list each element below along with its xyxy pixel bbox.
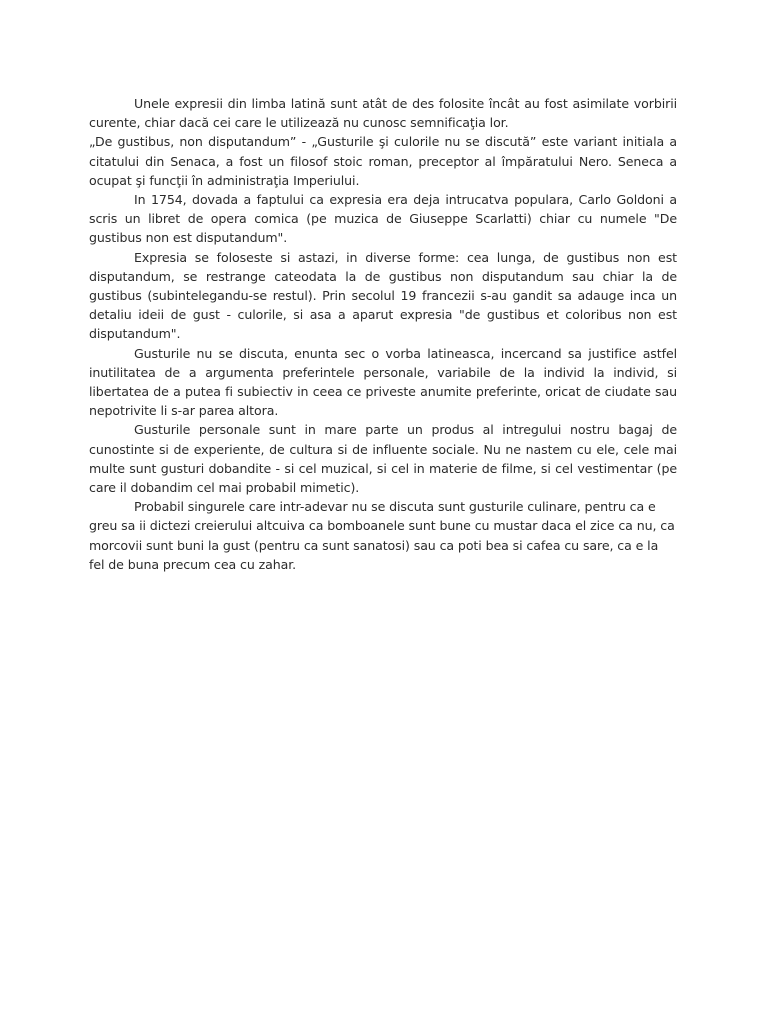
paragraph-intro: Unele expresii din limba latină sunt atât de des folosite încât au fost asimilate vorbirii curente, chiar dacă cei care le utilizează nu cunosc semnificaţia lor. <box>89 96 677 131</box>
paragraph-culinary: Probabil singurele care intr-adevar nu se discuta sunt gusturile culinare, pentru ca e greu sa ii dictezi creierului altcuiva ca bomboanele sunt bune cu mustar daca el zice ca nu, ca morcovii sunt buni la gust (pentru ca sunt sanatosi) sau ca poti bea si cafea cu sare, ca e la fel de buna precum cea cu zahar. <box>89 499 675 572</box>
document-body <box>89 94 677 574</box>
paragraph-forms: Expresia se foloseste si astazi, in diverse forme: cea lunga, de gustibus non est disputandum, se restrange cateodata la de gustibus non disputandum sau chiar la de gustibus (subintelegandu-se restul). Prin secolul 19 francezii s-au gandit sa adauge inca un detaliu ideii de gust - culorile, si asa a aparut expresia "de gustibus et coloribus non est disputandum". <box>89 249 677 342</box>
paragraph-goldoni: In 1754, dovada a faptului ca expresia era deja intrucatva populara, Carlo Goldoni a scris un libret de opera comica (pe muzica de Giuseppe Scarlatti) chiar cu numele "De gustibus non est disputandum". <box>89 192 677 246</box>
paragraph-personal-tastes: Gusturile personale sunt in mare parte un produs al intregului nostru bagaj de cunostinte si de experiente, de cultura si de influente sociale. Nu ne nastem cu ele, cele mai multe sunt gusturi dobandite - si cel muzical, si cel in materie de filme, si cel vestimentar (pe care il dobandim cel mai probabil mimetic). <box>89 422 677 496</box>
paragraph-preferences: Gusturile nu se discuta, enunta sec o vorba latineasca, incercand sa justifice astfel inutilitatea de a argumenta preferintele personale, variabile de la individ la individ, si libertatea de a putea fi subiectiv in ceea ce priveste anumite preferinte, oricat de ciudate sau nepotrivite li s-ar parea altora. <box>89 345 677 419</box>
paragraph-seneca: „De gustibus, non disputandum” - „Gusturile şi culorile nu se discută” este variant initiala a citatului din Senaca, a fost un filosof stoic roman, preceptor al împăratului Nero. Seneca a ocupat şi funcţii în administraţia Imperiului. <box>89 134 677 188</box>
